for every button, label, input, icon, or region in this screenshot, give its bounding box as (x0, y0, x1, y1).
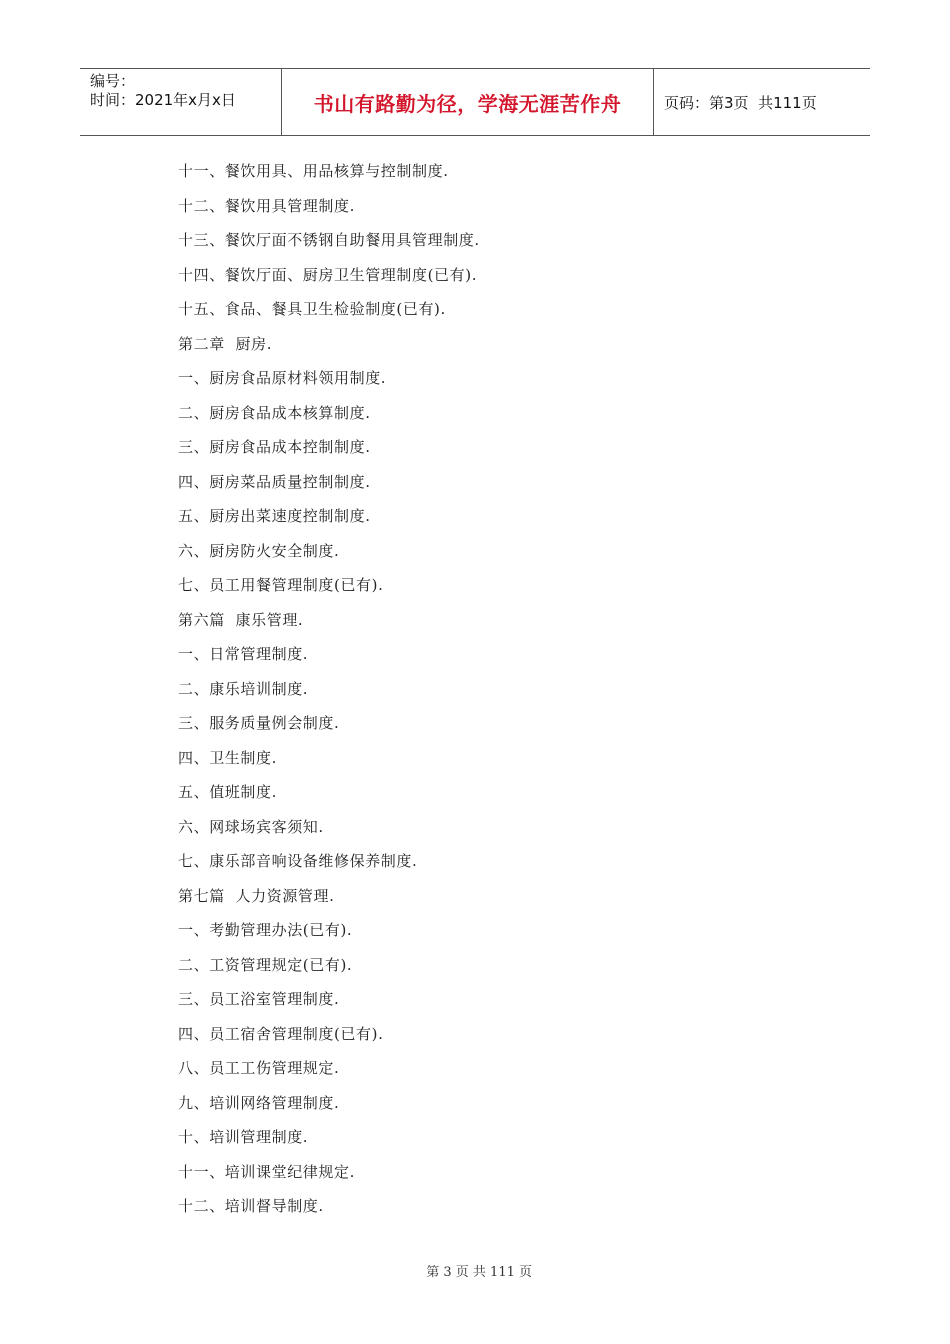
list-item: 五、值班制度. (178, 783, 277, 801)
list-item: 一、日常管理制度. (178, 645, 309, 663)
list-item: 十五、食品、餐具卫生检验制度(已有). (178, 300, 446, 318)
list-item: 十二、培训督导制度. (178, 1197, 324, 1215)
list-item: 三、厨房食品成本控制制度. (178, 438, 371, 456)
document-body (178, 159, 858, 1229)
page-info: 页码：第3页 共111页 (664, 93, 817, 112)
section-heading: 第六篇 康乐管理. (178, 610, 304, 629)
list-item: 六、网球场宾客须知. (178, 817, 324, 836)
page-header (80, 68, 870, 136)
list-item: 五、厨房出菜速度控制制度. (178, 507, 371, 525)
serial-number-label: 编号： (90, 72, 136, 90)
list-item: 七、员工用餐管理制度(已有). (178, 576, 384, 594)
date-label: 时间：2021年x月x日 (90, 91, 236, 109)
list-item: 二、康乐培训制度. (178, 679, 309, 698)
list-item: 七、康乐部音响设备维修保养制度. (178, 852, 418, 870)
list-item: 一、考勤管理办法(已有). (178, 921, 353, 939)
list-item: 十一、培训课堂纪律规定. (178, 1162, 355, 1181)
list-item: 二、工资管理规定(已有). (178, 955, 353, 974)
section-heading: 第七篇 人力资源管理. (178, 886, 335, 905)
list-item: 九、培训网络管理制度. (178, 1093, 340, 1112)
header-meta (80, 69, 282, 135)
list-item: 三、员工浴室管理制度. (178, 990, 340, 1008)
list-item: 四、厨房菜品质量控制制度. (178, 472, 371, 491)
list-item: 六、厨房防火安全制度. (178, 541, 340, 560)
list-item: 八、员工工伤管理规定. (178, 1059, 340, 1077)
footer-page-number: 第 3 页 共 111 页 (426, 1265, 532, 1280)
list-item: 二、厨房食品成本核算制度. (178, 403, 371, 422)
page-footer (0, 1246, 950, 1280)
list-item: 四、员工宿舍管理制度(已有). (178, 1024, 384, 1043)
motto: 书山有路勤为径，学海无涯苦作舟 (282, 69, 654, 135)
chapter-heading: 第二章 厨房. (178, 334, 273, 353)
list-item: 十二、餐饮用具管理制度. (178, 196, 355, 215)
list-item: 十四、餐饮厅面、厨房卫生管理制度(已有). (178, 265, 478, 284)
list-item: 一、厨房食品原材料领用制度. (178, 369, 387, 387)
list-item: 十三、餐饮厅面不锈钢自助餐用具管理制度. (178, 231, 480, 249)
list-item: 十、培训管理制度. (178, 1128, 309, 1146)
list-item: 四、卫生制度. (178, 748, 277, 767)
list-item: 三、服务质量例会制度. (178, 714, 340, 732)
list-item: 十一、餐饮用具、用品核算与控制制度. (178, 162, 449, 180)
